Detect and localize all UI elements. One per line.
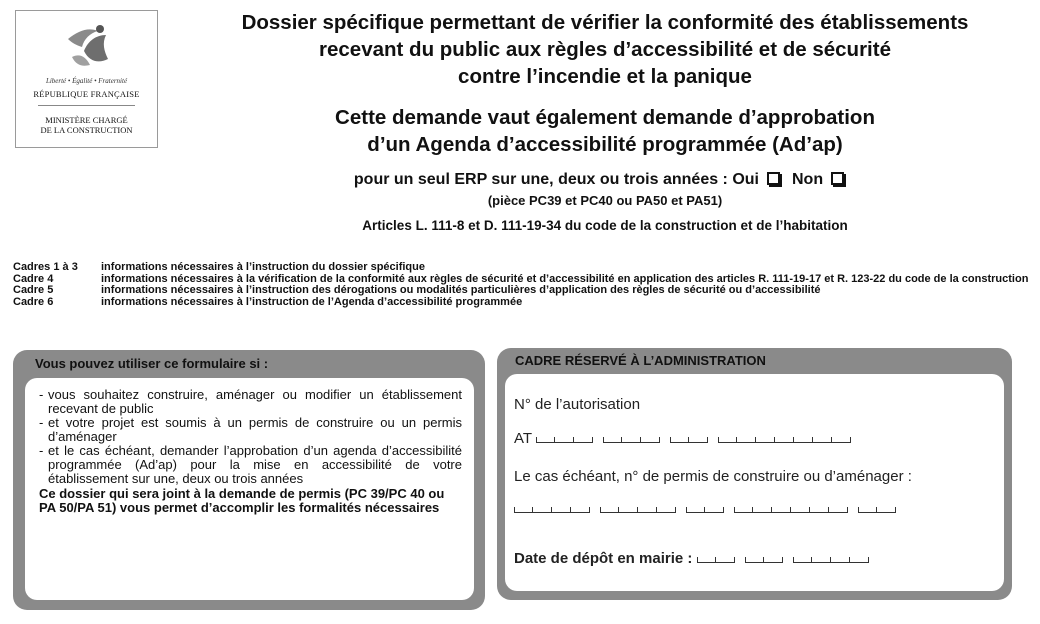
autorisation-label: N° de l’autorisation <box>514 396 641 413</box>
title-line-4: Cette demande vaut également demande d’approbation <box>335 106 875 129</box>
non-checkbox[interactable] <box>831 172 844 185</box>
bullet-dash: - <box>39 387 44 402</box>
usage-conditions-header: Vous pouvez utiliser ce formulaire si : <box>35 356 269 371</box>
articles-reference: Articles L. 111-8 et D. 111-19-34 du code de la construction et de l’habitation <box>362 218 848 233</box>
title-line-2: recevant du public aux règles d’accessibilité et de sécurité <box>319 38 891 61</box>
non-label: Non <box>792 171 824 188</box>
cadre-row <box>13 285 1033 297</box>
date-digit-boxes[interactable] <box>697 557 879 563</box>
condition-text: et le cas échéant, demander l’approbation d’un agenda d’accessibilité programmée (Ad’ap) pour la mise en accessibilité de votre établissement sur une, deux ou trois années <box>48 443 462 486</box>
condition-item <box>39 444 462 486</box>
erp-duration-question <box>170 170 1040 190</box>
condition-text: vous souhaitez construire, aménager ou modifier un établissement recevant de public <box>48 387 462 416</box>
form-subtitle <box>170 104 1040 158</box>
autorisation-digit-boxes[interactable] <box>536 437 861 443</box>
cadres-legend <box>13 262 1033 308</box>
erp-question-text: pour un seul ERP sur une, deux ou trois années : Oui <box>353 171 759 188</box>
form-title <box>170 9 1040 90</box>
usage-conditions-panel <box>13 350 485 610</box>
cadre-key: Cadre 5 <box>13 284 54 296</box>
marianne-logo <box>15 10 158 148</box>
title-line-3: contre l’incendie et la panique <box>458 65 752 88</box>
cadre-row <box>13 297 1033 309</box>
cadre-row <box>13 262 1033 274</box>
title-line-5: d’un Agenda d’accessibilité programmée (Ad’ap) <box>367 133 843 156</box>
cadre-text: informations nécessaires à la vérification de la conformité aux règles de sécurité et d’accessibilité en application des articles R. 111-19-17 et R. 123-22 du code de la construction <box>101 272 1029 285</box>
marianne-icon <box>64 21 112 71</box>
piece-reference: (pièce PC39 et PC40 ou PA50 et PA51) <box>487 193 723 208</box>
cadre-text: informations nécessaires à l’instruction des dérogations ou modalités particulières d’application des règles de sécurité ou d’accessibilité <box>101 284 821 296</box>
cadre-key: Cadres 1 à 3 <box>13 261 78 273</box>
condition-item <box>39 388 462 416</box>
permis-digit-boxes[interactable] <box>514 507 906 513</box>
cadre-key: Cadre 6 <box>13 295 54 308</box>
dossier-note: Ce dossier qui sera joint à la demande de permis (PC 39/PC 40 ou PA 50/PA 51) vous permet d’accomplir les formalités nécessaires <box>39 486 445 515</box>
logo-divider <box>38 105 135 106</box>
logo-republique: RÉPUBLIQUE FRANÇAISE <box>33 89 140 99</box>
condition-text: et votre projet est soumis à un permis de construire ou un permis d’aménager <box>48 415 462 444</box>
cadre-text: informations nécessaires à l’instruction du dossier spécifique <box>101 261 425 273</box>
logo-ministere: MINISTÈRE CHARGÉ DE LA CONSTRUCTION <box>40 115 133 135</box>
cadre-key: Cadre 4 <box>13 272 54 285</box>
date-depot-label: Date de dépôt en mairie : <box>514 550 693 567</box>
title-line-1: Dossier spécifique permettant de vérifier la conformité des établissements <box>241 11 969 34</box>
permis-label: Le cas échéant, n° de permis de construire ou d’aménager : <box>514 468 912 485</box>
bullet-dash: - <box>39 415 44 430</box>
administration-body <box>505 374 1004 591</box>
permis-number-field[interactable] <box>514 500 906 517</box>
condition-item <box>39 416 462 444</box>
at-prefix: AT <box>514 430 532 447</box>
bullet-dash: - <box>39 443 44 458</box>
logo-motto: Liberté • Égalité • Fraternité <box>45 77 128 85</box>
administration-header: CADRE RÉSERVÉ À L’ADMINISTRATION <box>515 353 766 368</box>
date-depot-field[interactable] <box>514 550 879 567</box>
autorisation-number-field[interactable] <box>514 430 861 447</box>
cadre-text: informations nécessaires à l’instruction de l’Agenda d’accessibilité programmée <box>101 295 523 308</box>
usage-conditions-body <box>25 378 474 600</box>
administration-panel <box>497 348 1012 600</box>
oui-checkbox[interactable] <box>767 172 780 185</box>
